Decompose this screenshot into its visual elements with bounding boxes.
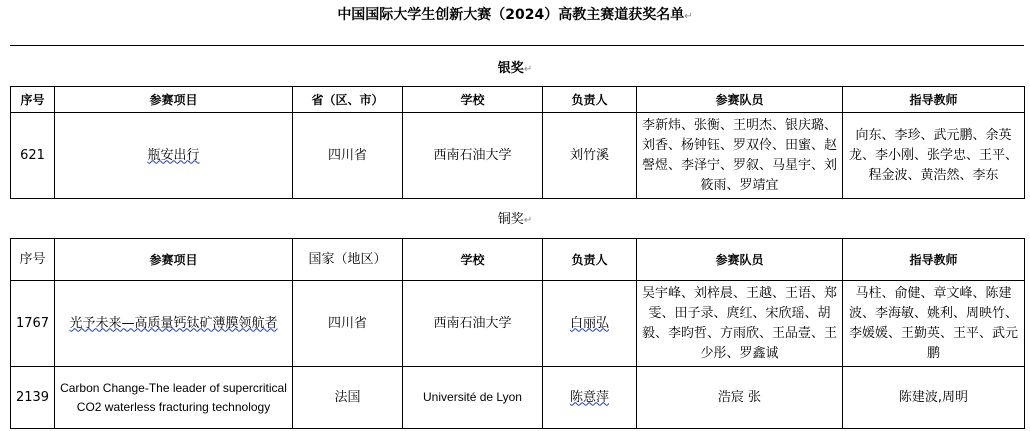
cell-leader: 陈意萍 — [543, 367, 637, 429]
cell-school: Université de Lyon — [403, 367, 543, 429]
cell-members: 吴宇峰、刘梓晨、王越、王语、郑雯、田子录、庹红、宋欣瑶、胡毅、李昀哲、方雨欣、王品壹、王少彤、罗鑫诚 — [637, 281, 843, 367]
cell-no: 2139 — [11, 367, 55, 429]
header-no: 序号 — [11, 87, 55, 113]
table-row — [11, 281, 1025, 367]
cell-leader: 刘竹溪 — [543, 113, 637, 199]
cell-no: 1767 — [11, 281, 55, 367]
header-school: 学校 — [403, 239, 543, 281]
cell-teachers: 向东、李珍、武元鹏、余英龙、李小刚、张学忠、王平、程金波、黄浩然、李东 — [843, 113, 1025, 199]
header-members: 参赛队员 — [637, 87, 843, 113]
cell-teachers: 陈建波,周明 — [843, 367, 1025, 429]
header-project: 参赛项目 — [55, 239, 293, 281]
title-divider — [10, 45, 1024, 46]
table-row — [11, 113, 1025, 199]
cell-project: 瓶安出行 — [55, 113, 293, 199]
header-region: 国家（地区） — [293, 239, 403, 281]
header-teachers: 指导教师 — [843, 87, 1025, 113]
cell-project: 光予未来—高质量钙钛矿薄膜领航者 — [55, 281, 293, 367]
bronze-award-table — [10, 238, 1025, 429]
cell-region: 法国 — [293, 367, 403, 429]
header-teachers: 指导教师 — [843, 239, 1025, 281]
header-school: 学校 — [403, 87, 543, 113]
header-no: 序号 — [11, 239, 55, 281]
cell-leader: 白丽弘 — [543, 281, 637, 367]
cell-region: 四川省 — [293, 113, 403, 199]
silver-award-heading: 银奖↵ — [497, 61, 533, 76]
cell-school: 西南石油大学 — [403, 113, 543, 199]
cell-region: 四川省 — [293, 281, 403, 367]
table-row — [11, 367, 1025, 429]
cell-no: 621 — [11, 113, 55, 199]
header-project: 参赛项目 — [55, 87, 293, 113]
header-leader: 负责人 — [543, 239, 637, 281]
silver-award-table — [10, 86, 1025, 199]
header-members: 参赛队员 — [637, 239, 843, 281]
cell-teachers: 马柱、俞健、章文峰、陈建波、李海敏、姚利、周映竹、李媛媛、王勤英、王平、武元鹏 — [843, 281, 1025, 367]
silver-header-row — [11, 87, 1025, 113]
cell-members: 浩宸 张 — [637, 367, 843, 429]
bronze-header-row — [11, 239, 1025, 281]
document-title: 中国国际大学生创新大赛（2024）高教主赛道获奖名单↵ — [337, 7, 693, 23]
cell-members: 李新炜、张衡、王明杰、银庆璐、刘香、杨钟钰、罗双伶、田蜜、赵謦煜、李泽宁、罗叙、马星宇、刘筱雨、罗靖宜 — [637, 113, 843, 199]
header-region: 省（区、市） — [293, 87, 403, 113]
cell-project: Carbon Change-The leader of supercritical CO2 waterless fracturing technology — [55, 367, 293, 429]
bronze-award-heading: 铜奖↵ — [497, 212, 533, 227]
cell-school: 西南石油大学 — [403, 281, 543, 367]
header-leader: 负责人 — [543, 87, 637, 113]
